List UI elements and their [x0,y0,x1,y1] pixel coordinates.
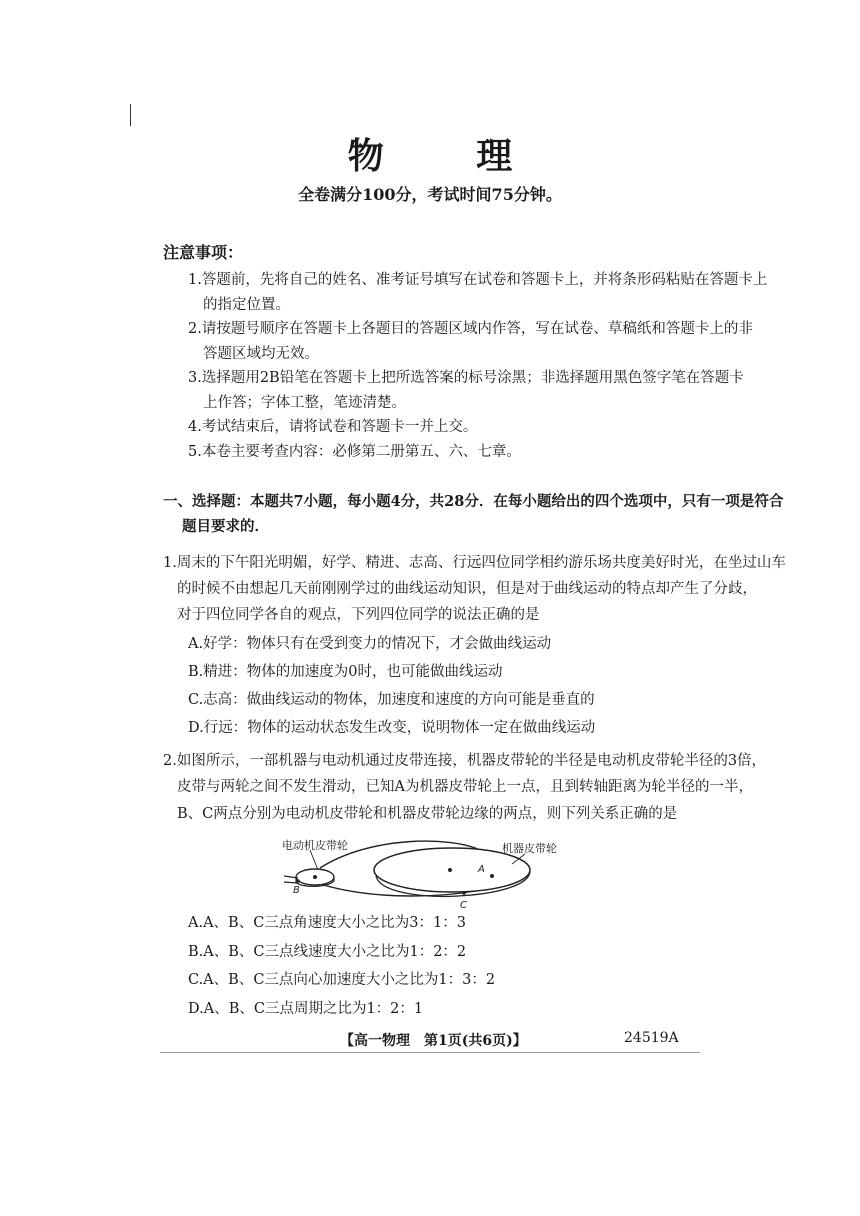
label-motor-pulley: 电动机皮带轮 [282,839,348,852]
section-heading-cont: 题目要求的． [182,518,269,535]
page-title: 物 理 [347,135,553,177]
point-c-label: C [460,900,467,911]
exam-info: 全卷满分100分，考试时间75分钟。 [298,185,562,204]
margin-mark [130,104,131,126]
q2-stem: B、C两点分别为电动机皮带轮和机器皮带轮边缘的两点，则下列关系正确的是 [177,806,678,822]
notice-line: 答题区域均无效。 [203,346,319,362]
label-machine-pulley: 机器皮带轮 [502,842,557,855]
q1-stem: 对于四位同学各自的观点，下列四位同学的说法正确的是 [177,607,540,623]
q2-stem: 2.如图所示，一部机器与电动机通过皮带连接，机器皮带轮的半径是电动机皮带轮半径的3倍， [163,753,767,769]
q2-option-b: B.A、B、C三点线速度大小之比为1：2：2 [188,944,467,960]
q2-option-d: D.A、B、C三点周期之比为1：2：1 [188,1001,424,1017]
q2-option-c: C.A、B、C三点向心加速度大小之比为1：3：2 [188,972,496,988]
q1-option-c: C.志高：做曲线运动的物体，加速度和速度的方向可能是垂直的 [188,692,595,708]
exam-code: 24519A [624,1030,679,1046]
notice-line: 上作答；字体工整，笔迹清楚。 [203,395,406,411]
q2-option-a: A.A、B、C三点角速度大小之比为3：1：3 [188,915,466,931]
footer-rule [160,1052,700,1053]
notice-line: 5.本卷主要考查内容：必修第二册第五、六、七章。 [188,444,521,460]
notice-heading: 注意事项： [163,243,244,262]
section-heading: 一、选择题：本题共7小题，每小题4分，共28分．在每小题给出的四个选项中，只有一项是符合 [163,493,784,510]
notice-line: 2.请按题号顺序在答题卡上各题目的答题区域内作答，写在试卷、草稿纸和答题卡上的非 [188,321,753,337]
q2-stem: 皮带与两轮之间不发生滑动，已知A为机器皮带轮上一点，且到转轴距离为轮半径的一半， [177,779,753,795]
notice-line: 的指定位置。 [203,297,290,313]
q1-stem: 的时候不由想起几天前刚刚学过的曲线运动知识，但是对于曲线运动的特点却产生了分歧， [177,581,757,597]
notice-line: 4.考试结束后，请将试卷和答题卡一并上交。 [188,419,478,435]
page-footer: 【高一物理 第1页(共6页)】 [340,1033,527,1049]
q1-stem: 1.周末的下午阳光明媚，好学、精进、志高、行远四位同学相约游乐场共度美好时光，在坐过山车 [163,555,786,571]
q1-option-b: B.精进：物体的加速度为0时，也可能做曲线运动 [188,664,503,680]
point-a-label: A [478,864,485,875]
q1-option-a: A.好学：物体只有在受到变力的情况下，才会做曲线运动 [188,636,552,652]
notice-line: 1.答题前，先将自己的姓名、准考证号填写在试卷和答题卡上，并将条形码粘贴在答题卡上 [188,272,768,288]
point-b-label: B [293,885,300,896]
notice-line: 3.选择题用2B铅笔在答题卡上把所选答案的标号涂黑；非选择题用黑色签字笔在答题卡 [188,370,744,386]
belt-pulley-figure [280,832,570,912]
q1-option-d: D.行远：物体的运动状态发生改变，说明物体一定在做曲线运动 [188,720,596,736]
